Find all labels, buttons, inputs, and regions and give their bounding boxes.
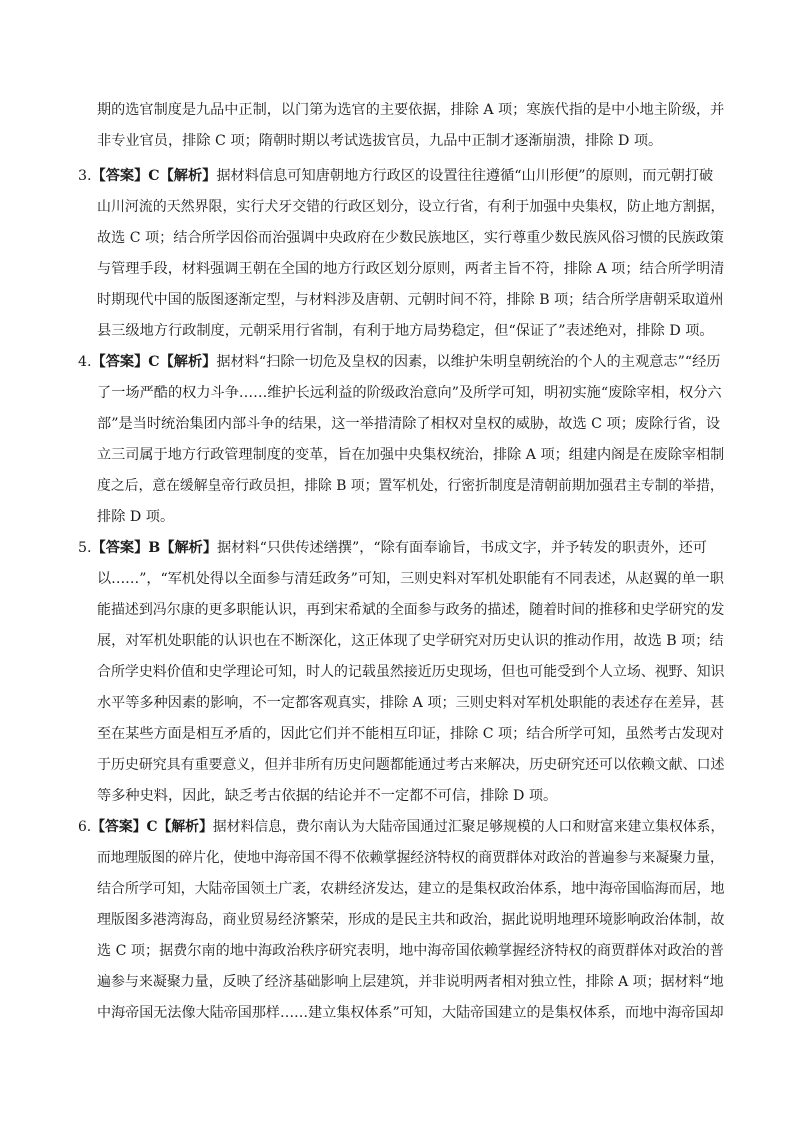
text-line: 据材料“只供传述缮撰”，“除有面奉谕旨，书成文字，并予转发的职责外，还可 xyxy=(217,540,707,556)
question-item-3 xyxy=(78,166,713,186)
text-line: 以……”，“军机处得以全面参与清廷政务”可知，三则史料对军机处职能有不同表述，从赵翼的单一职 xyxy=(97,571,724,587)
answer-label: 【答案】C【解析】 xyxy=(91,819,213,835)
answer-label: 【答案】B【解析】 xyxy=(91,540,218,556)
text-line: 水平等多种因素的影响，不一定都客观真实，排除 A 项；三则史料对军机处职能的表述存在差异，甚 xyxy=(97,695,725,711)
text-line: 度之后，意在缓解皇帝行政员担，排除 B 项；置军机处，行密折制度是清朝前期加强君主专制的举措， xyxy=(97,478,724,494)
text-line: 于历史研究具有重要意义，但并非所有历史问题都能通过考古来解决，历史研究还可以依赖文献、口述 xyxy=(97,757,725,773)
text-line: 中海帝国无法像大陆帝国那样……建立集权体系”可知，大陆帝国建立的是集权体系，而地中海帝国却 xyxy=(97,1005,724,1021)
question-item-5 xyxy=(78,538,707,558)
text-line: 而地理版图的碎片化，使地中海帝国不得不依赖掌握经济特权的商贾群体对政治的普遍参与来凝聚力量， xyxy=(97,850,724,866)
text-line: 了一场严酷的权力斗争……维护长远利益的阶级政治意向”及所学可知，明初实施“废除宰相，权分六 xyxy=(97,385,722,401)
text-line: 故选 C 项；结合所学因俗而治强调中央政府在少数民族地区，实行尊重少数民族风俗习惯的民族政策 xyxy=(97,230,724,246)
question-item-6 xyxy=(78,817,724,837)
text-line: 据材料“扫除一切危及皇权的因素，以维护朱明皇朝统治的个人的主观意志”“经历 xyxy=(216,354,721,370)
question-number: 5. xyxy=(78,540,92,556)
text-line: 理版图多港湾海岛，商业贸易经济繁荣，形成的是民主共和政治，据此说明地理环境影响政治体制，故 xyxy=(97,912,725,928)
text-line: 能描述到冯尔康的更多职能认识，再到宋希斌的全面参与政务的描述，随着时间的推移和史学研究的发 xyxy=(97,602,725,618)
text-line: 县三级地方行政制度，元朝采用行省制，有利于地方局势稳定，但“保证了”表述绝对，排除 D 项。 xyxy=(97,323,714,339)
text-line: 排除 D 项。 xyxy=(97,509,175,525)
text-line: 时期现代中国的版图逐渐定型，与材料涉及唐朝、元朝时间不符，排除 B 项；结合所学唐朝采取道州 xyxy=(97,292,724,308)
answer-label: 【答案】C【解析】 xyxy=(91,168,217,184)
text-line: 期的选官制度是九品中正制，以门第为选官的主要依据，排除 A 项；寒族代指的是中小地主阶级，并 xyxy=(97,102,725,118)
text-line: 展，对军机处职能的认识也在不断深化，这正体现了史学研究对历史认识的推动作用，故选 B 项；结 xyxy=(97,633,724,649)
text-line: 遍参与来凝聚力量，反映了经济基础影响上层建筑，并非说明两者相对独立性，排除 A 项；据材料“地 xyxy=(97,974,724,990)
text-line: 等多种史料，因此，缺乏考古依据的结论并不一定都不可信，排除 D 项。 xyxy=(97,788,558,804)
text-line: 山川河流的天然界限，实行犬牙交错的行政区划分，设立行省，有利于加强中央集权，防止地方割据， xyxy=(97,199,725,215)
question-number: 3. xyxy=(78,168,92,184)
question-number: 6. xyxy=(78,819,92,835)
text-line: 据材料信息可知唐朝地方行政区的设置往往遵循“山川形便”的原则，而元朝打破 xyxy=(216,168,714,184)
answer-label: 【答案】C【解析】 xyxy=(91,354,217,370)
text-line: 部”是当时统治集团内部斗争的结果，这一举措清除了相权对皇权的威胁，故选 C 项；废除行省，设 xyxy=(97,416,721,432)
text-line: 非专业官员，排除 C 项；隋朝时期以考试选拔官员，九品中正制才逐渐崩溃，排除 D 项。 xyxy=(97,133,663,149)
text-line: 与管理手段，材料强调王朝在全国的地方行政区划分原则，两者主旨不符，排除 A 项；结合所学明清 xyxy=(97,261,725,277)
text-line: 结合所学可知，大陆帝国领土广袤，农耕经济发达，建立的是集权政治体系，地中海帝国临海而居，地 xyxy=(97,881,725,897)
text-line: 合所学史料价值和史学理论可知，时人的记载虽然接近历史现场，但也可能受到个人立场、视野、知识 xyxy=(97,664,725,680)
question-item-4 xyxy=(78,352,720,372)
text-line: 至在某些方面是相互矛盾的，因此它们并不能相互印证，排除 C 项；结合所学可知，虽然考古发现对 xyxy=(97,726,724,742)
text-line: 选 C 项；据费尔南的地中海政治秩序研究表明，地中海帝国依赖掌握经济特权的商贾群体对政治的普 xyxy=(97,943,724,959)
text-line: 据材料信息，费尔南认为大陆帝国通过汇聚足够规模的人口和财富来建立集权体系， xyxy=(212,819,725,835)
text-line: 立三司属于地方行政管理制度的变革，旨在加强中央集权统治，排除 A 项；组建内阁是在废除宰相制 xyxy=(97,447,725,463)
question-number: 4. xyxy=(78,354,92,370)
